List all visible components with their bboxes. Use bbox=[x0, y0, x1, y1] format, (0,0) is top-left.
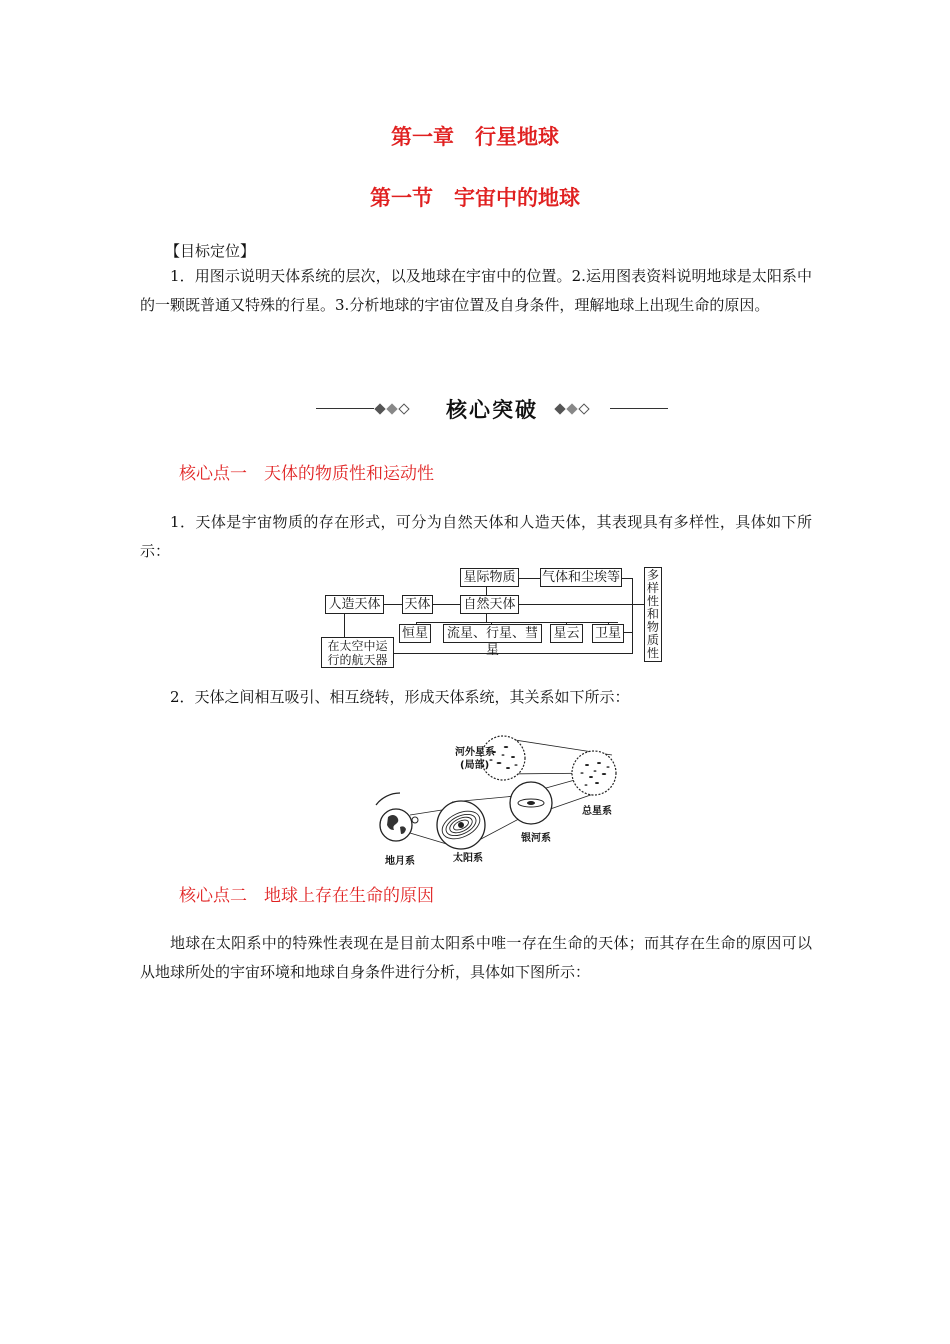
goals-tag: 【目标定位】 bbox=[165, 242, 256, 260]
node-celestial-bodies: 天体 bbox=[402, 595, 433, 614]
node-spacecraft: 在太空中运行的航天器 bbox=[321, 637, 394, 668]
section-title: 第一节 宇宙中的地球 bbox=[370, 186, 580, 210]
chapter-title: 第一章 行星地球 bbox=[391, 125, 559, 149]
celestial-system-diagram bbox=[366, 727, 626, 867]
label-milky-way: 银河系 bbox=[521, 833, 551, 844]
core-point-1-para-1: 1．天体是宇宙物质的存在形式，可分为自然天体和人造天体，其表现具有多样性，具体如下所示： bbox=[140, 513, 812, 560]
core-banner bbox=[316, 394, 668, 424]
core-point-2-para: 地球在太阳系中的特殊性表现在是目前太阳系中唯一存在生命的天体；而其存在生命的原因可以从地球所处的宇宙环境和地球自身条件进行分析，具体如下图所示： bbox=[140, 934, 812, 981]
label-earth-moon-system: 地月系 bbox=[385, 856, 415, 867]
node-stars: 恒星 bbox=[399, 624, 431, 643]
label-partial: (局部) bbox=[460, 760, 490, 771]
label-total-galaxy: 总星系 bbox=[582, 806, 612, 817]
label-solar-system: 太阳系 bbox=[453, 853, 483, 864]
label-extragalactic: 河外星系 bbox=[455, 747, 495, 758]
banner-ornament-right bbox=[552, 403, 612, 415]
node-gas-dust: 气体和尘埃等 bbox=[541, 570, 620, 585]
node-natural-bodies: 自然天体 bbox=[460, 595, 519, 614]
celestial-classification-diagram bbox=[316, 565, 666, 669]
node-satellites: 卫星 bbox=[592, 624, 624, 643]
core-point-1-title: 核心点一 天体的物质性和运动性 bbox=[179, 464, 434, 484]
core-point-1-para-2: 2．天体之间相互吸引、相互绕转，形成天体系统，其关系如下所示： bbox=[170, 688, 630, 706]
node-nebula: 星云 bbox=[550, 624, 583, 643]
celestial-system-illustration bbox=[366, 727, 626, 867]
core-point-2-title: 核心点二 地球上存在生命的原因 bbox=[179, 886, 434, 906]
banner-title: 核心突破 bbox=[446, 398, 538, 422]
node-artificial-bodies: 人造天体 bbox=[325, 595, 384, 614]
banner-line-right bbox=[610, 408, 668, 409]
node-diversity-materiality: 多样性和物质性 bbox=[644, 567, 662, 662]
goals-text: 1．用图示说明天体系统的层次，以及地球在宇宙中的位置。2.运用图表资料说明地球是太阳系中的一颗既普通又特殊的行星。3.分析地球的宇宙位置及自身条件，理解地球上出现生命的原因。 bbox=[140, 267, 812, 314]
node-interstellar-matter: 星际物质 bbox=[460, 568, 519, 587]
node-meteor-planet-comet: 流星、行星、彗星 bbox=[443, 624, 542, 643]
